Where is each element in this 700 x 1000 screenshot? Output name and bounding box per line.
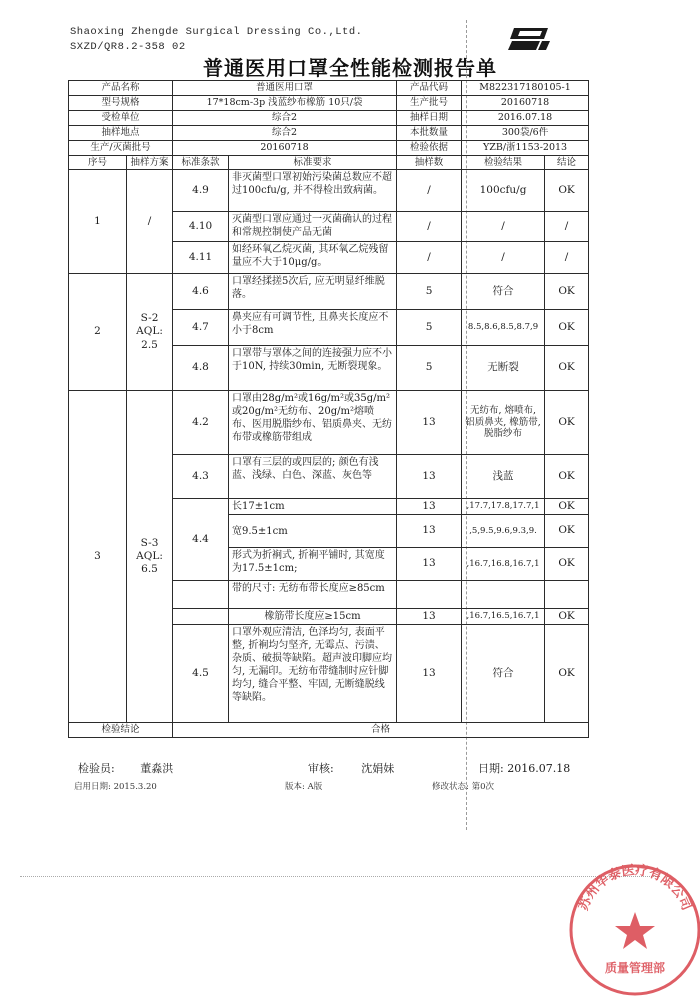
row-clause: 4.5 (173, 625, 229, 723)
batch-qty-value: 300袋/6件 (462, 126, 589, 141)
row-sample: / (397, 242, 462, 274)
date-label: 日期: (478, 762, 504, 775)
info-row (69, 141, 589, 156)
row-conclusion: OK (545, 346, 589, 391)
info-row (69, 81, 589, 96)
row-conclusion: OK (545, 625, 589, 723)
row-conclusion: OK (545, 515, 589, 548)
row-result: ,5,9.5,9.6,9.3,9. (462, 515, 545, 548)
row-sample: 13 (397, 625, 462, 723)
revision-value: 第0次 (471, 782, 494, 792)
summary-row (69, 723, 589, 738)
sterilization-batch-label: 生产/灭菌批号 (69, 141, 173, 156)
document-number: SXZD/QR8.2-358 02 (70, 41, 186, 53)
row-sample: 13 (397, 515, 462, 548)
row-clause: 4.10 (173, 212, 229, 242)
inspected-unit-label: 受检单位 (69, 111, 173, 126)
row-requirement: 鼻夹应有可调节性, 且鼻夹长度应不小于8cm (229, 310, 397, 346)
row-requirement: 橡筋带长度应≥15cm (229, 609, 397, 625)
row-requirement: 灭菌型口罩应通过一灭菌确认的过程和常规控制使产品无菌 (229, 212, 397, 242)
model-value: 17*18cm-3p 浅蓝纱布橡筋 10只/袋 (173, 96, 397, 111)
row-result: 无纺布, 熔喷布, 铝质鼻夹, 橡筋带, 脱脂纱布 (462, 391, 545, 455)
effective-label: 启用日期: (74, 782, 111, 792)
row-result: ,17.7,17.8,17.7,1 (462, 499, 545, 515)
sampling-place-value: 综合2 (173, 126, 397, 141)
row-clause-empty (173, 609, 229, 625)
row-requirement: 口罩外观应清洁, 色泽均匀, 表面平整, 折裥均匀坚齐, 无霉点、污渍、杂质、破损等缺陷。超声波印脚应均匀, 无漏印。无纺布带缝制时应针脚均匀, 缝合平整、牢固, 无断缝脱线等缺陷。 (229, 625, 397, 723)
row-requirement: 口罩经揉搓5次后, 应无明显纤维脱落。 (229, 274, 397, 310)
revision-label: 修改状态: (432, 782, 469, 792)
info-row (69, 111, 589, 126)
inspected-unit-value: 综合2 (173, 111, 397, 126)
col-requirement: 标准要求 (229, 156, 397, 170)
sampling-date-label: 抽样日期 (397, 111, 462, 126)
row-conclusion: OK (545, 548, 589, 581)
row-clause: 4.7 (173, 310, 229, 346)
column-header-row (69, 156, 589, 170)
row-sample: 13 (397, 609, 462, 625)
row-clause-empty (173, 581, 229, 609)
row-sample: 13 (397, 455, 462, 499)
svg-text:质量管理部: 质量管理部 (604, 961, 666, 975)
row-requirement: 口罩有三层的或四层的; 颜色有浅蓝、浅绿、白色、深蓝、灰色等 (229, 455, 397, 499)
company-seal-stamp-icon (565, 860, 700, 1000)
reviewer-label: 审核: (308, 762, 334, 775)
row-sample: 5 (397, 274, 462, 310)
row-result: ,16.7,16.5,16.7,1 (462, 609, 545, 625)
company-logo-icon (508, 26, 552, 52)
row-requirement: 非灭菌型口罩初始污染菌总数应不超过100cfu/g, 并不得检出致病菌。 (229, 170, 397, 212)
row-conclusion: OK (545, 170, 589, 212)
basis-label: 检验依据 (397, 141, 462, 156)
row-sample: / (397, 170, 462, 212)
col-sample: 抽样数 (397, 156, 462, 170)
group-seq: 3 (69, 391, 127, 723)
batch-value: 20160718 (462, 96, 589, 111)
group-plan: S-2 AQL: 2.5 (127, 274, 173, 391)
row-requirement: 带的尺寸: 无纺布带长度应≥85cm (229, 581, 397, 609)
row-clause: 4.3 (173, 455, 229, 499)
group-seq: 1 (69, 170, 127, 274)
table-row (69, 170, 589, 212)
row-conclusion: OK (545, 455, 589, 499)
row-conclusion: OK (545, 310, 589, 346)
row-clause: 4.6 (173, 274, 229, 310)
row-conclusion: / (545, 242, 589, 274)
row-clause: 4.2 (173, 391, 229, 455)
group-seq: 2 (69, 274, 127, 391)
model-label: 型号规格 (69, 96, 173, 111)
row-clause: 4.8 (173, 346, 229, 391)
product-code-label: 产品代码 (397, 81, 462, 96)
row-result: 浅蓝 (462, 455, 545, 499)
col-seq: 序号 (69, 156, 127, 170)
row-conclusion: / (545, 212, 589, 242)
inspector-name: 董淼洪 (140, 762, 174, 775)
row-sample: 13 (397, 548, 462, 581)
product-code-value: M822317180105-1 (462, 81, 589, 96)
row-conclusion: OK (545, 274, 589, 310)
row-result: / (462, 242, 545, 274)
sampling-date-value: 2016.07.18 (462, 111, 589, 126)
version-label: 版本: (285, 782, 305, 792)
summary-value: 合格 (173, 723, 589, 738)
row-result (462, 581, 545, 609)
row-result: 符合 (462, 625, 545, 723)
info-row (69, 126, 589, 141)
table-row (69, 274, 589, 310)
product-name-label: 产品名称 (69, 81, 173, 96)
group-plan: / (127, 170, 173, 274)
row-result: ,16.7,16.8,16.7,1 (462, 548, 545, 581)
batch-label: 生产批号 (397, 96, 462, 111)
effective-date: 2015.3.20 (113, 782, 157, 792)
version-value: A版 (307, 782, 323, 792)
product-name-value: 普通医用口罩 (173, 81, 397, 96)
table-row (69, 391, 589, 455)
row-requirement: 口罩由28g/m²或16g/m²或35g/m²或20g/m²无纺布、20g/m²熔喷布、医用脱脂纱布、铝质鼻夹、无纺布带或橡筋带组成 (229, 391, 397, 455)
row-requirement: 形式为折裥式, 折裥平铺时, 其宽度为17.5±1cm; (229, 548, 397, 581)
sampling-place-label: 抽样地点 (69, 126, 173, 141)
scan-artifact-line (20, 876, 660, 877)
row-requirement: 如经环氧乙烷灭菌, 其环氧乙烷残留量应不大于10μg/g。 (229, 242, 397, 274)
basis-value: YZB/浙1153-2013 (462, 141, 589, 156)
reviewer-name: 沈娟妹 (361, 762, 395, 775)
row-sample: 5 (397, 346, 462, 391)
company-name: Shaoxing Zhengde Surgical Dressing Co.,Ltd. (70, 26, 363, 38)
row-clause: 4.4 (173, 499, 229, 581)
batch-qty-label: 本批数量 (397, 126, 462, 141)
row-requirement: 口罩带与罩体之间的连接强力应不小于10N, 持续30min, 无断裂现象。 (229, 346, 397, 391)
report-date: 2016.07.18 (507, 762, 571, 775)
row-requirement: 宽9.5±1cm (229, 515, 397, 548)
report-table (68, 80, 589, 738)
row-conclusion: OK (545, 499, 589, 515)
row-sample: / (397, 212, 462, 242)
row-result: 8.5,8.6,8.5,8.7,9 (462, 310, 545, 346)
row-conclusion: OK (545, 609, 589, 625)
col-result: 检验结果 (462, 156, 545, 170)
row-result: / (462, 212, 545, 242)
row-sample: 13 (397, 391, 462, 455)
row-requirement: 长17±1cm (229, 499, 397, 515)
info-row (69, 96, 589, 111)
row-conclusion (545, 581, 589, 609)
summary-label: 检验结论 (69, 723, 173, 738)
row-sample: 5 (397, 310, 462, 346)
col-clause: 标准条款 (173, 156, 229, 170)
group-plan: S-3 AQL: 6.5 (127, 391, 173, 723)
row-result: 无断裂 (462, 346, 545, 391)
report-title: 普通医用口罩全性能检测报告单 (203, 56, 497, 80)
svg-text:苏州华泰医疗有限公司: 苏州华泰医疗有限公司 (576, 863, 694, 913)
inspector-label: 检验员: (78, 762, 115, 775)
col-plan: 抽样方案 (127, 156, 173, 170)
col-conclusion: 结论 (545, 156, 589, 170)
sterilization-batch-value: 20160718 (173, 141, 397, 156)
row-sample: 13 (397, 499, 462, 515)
row-result: 符合 (462, 274, 545, 310)
row-result: 100cfu/g (462, 170, 545, 212)
row-clause: 4.9 (173, 170, 229, 212)
row-clause: 4.11 (173, 242, 229, 274)
row-conclusion: OK (545, 391, 589, 455)
row-sample (397, 581, 462, 609)
